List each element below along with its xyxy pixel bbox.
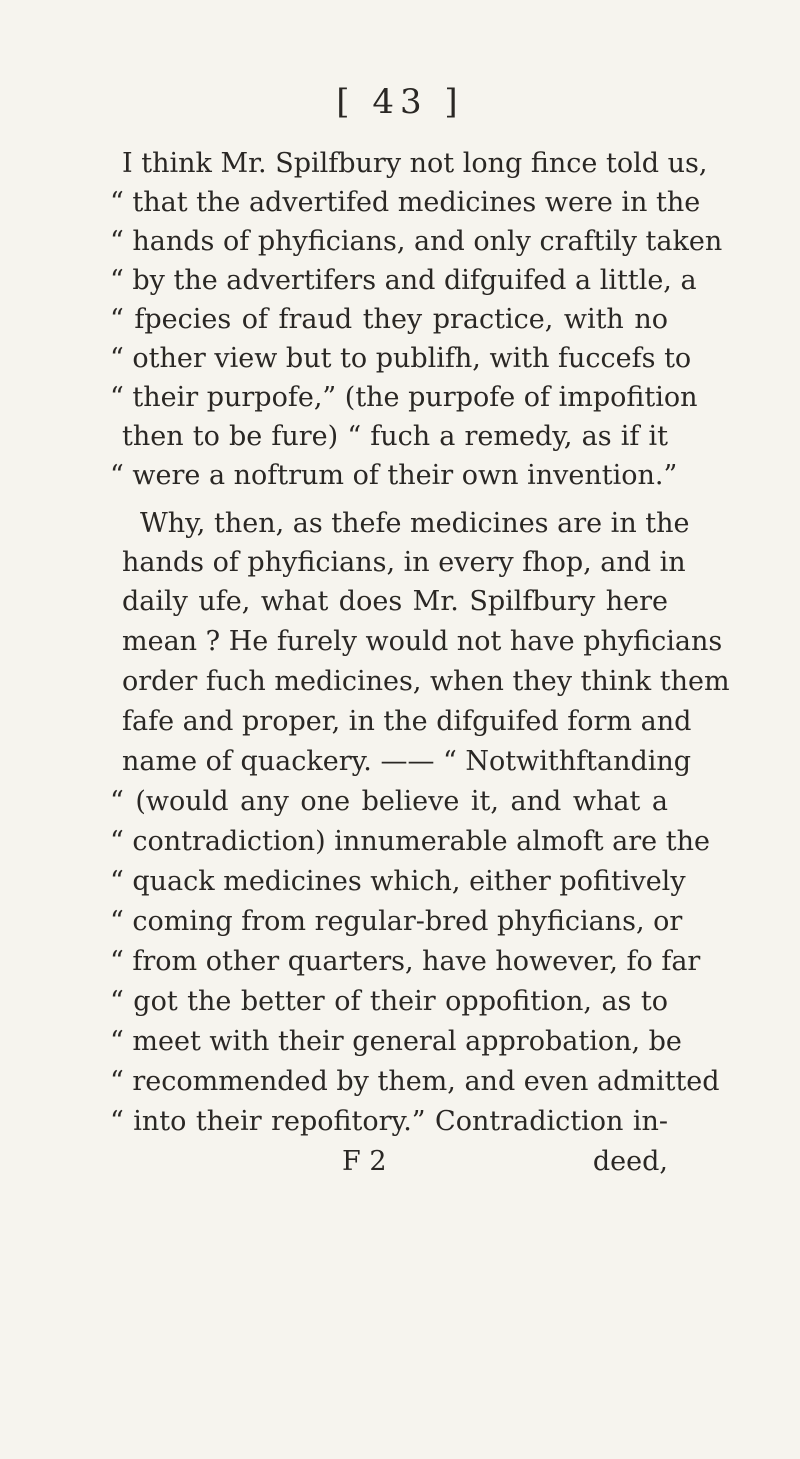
page-number: [ 43 ] <box>336 82 464 122</box>
text-line: daily ufe, what does Mr. Spilfbury here <box>122 586 668 617</box>
text-line: “ into their repofitory.” Contradiction in- <box>110 1106 668 1137</box>
text-line: “ their purpofe,” (the purpofe of impofition <box>110 382 698 413</box>
signature-mark: F 2 <box>342 1146 387 1177</box>
text-line: “ from other quarters, have however, fo far <box>110 946 701 977</box>
text-line: I think Mr. Spilfbury not long fince told us, <box>122 148 708 179</box>
text-line: “ fpecies of fraud they practice, with no <box>110 304 668 335</box>
text-line: “ contradiction) innumerable almoft are the <box>110 826 710 857</box>
text-line: order fuch medicines, when they think them <box>122 666 730 697</box>
text-line: “ were a noftrum of their own invention.” <box>110 460 678 491</box>
text-line: “ quack medicines which, either pofitively <box>110 866 686 897</box>
text-line: “ other view but to publifh, with fuccefs to <box>110 343 692 374</box>
text-line: name of quackery. —— “ Notwithftanding <box>122 746 692 777</box>
catchword: deed, <box>592 1146 668 1177</box>
page-footer <box>122 1142 668 1182</box>
text-line: mean ? He furely would not have phyficians <box>122 626 723 657</box>
text-line: hands of phyficians, in every fhop, and in <box>122 547 686 578</box>
text-line: “ by the advertifers and difguifed a little, a <box>110 265 697 296</box>
text-line: “ hands of phyficians, and only craftily taken <box>110 226 723 257</box>
text-line: then to be fure) “ fuch a remedy, as if it <box>122 421 668 452</box>
text-line: “ recommended by them, and even admitted <box>110 1066 720 1097</box>
text-line: Why, then, as thefe medicines are in the <box>140 508 690 539</box>
text-line: “ got the better of their oppofition, as to <box>110 986 668 1017</box>
text-line: “ coming from regular-bred phyficians, or <box>110 906 683 937</box>
text-line: “ (would any one believe it, and what a <box>110 786 668 817</box>
text-line: “ meet with their general approbation, be <box>110 1026 682 1057</box>
text-line: “ that the advertifed medicines were in the <box>110 187 701 218</box>
text-line: fafe and proper, in the difguifed form and <box>122 706 692 737</box>
